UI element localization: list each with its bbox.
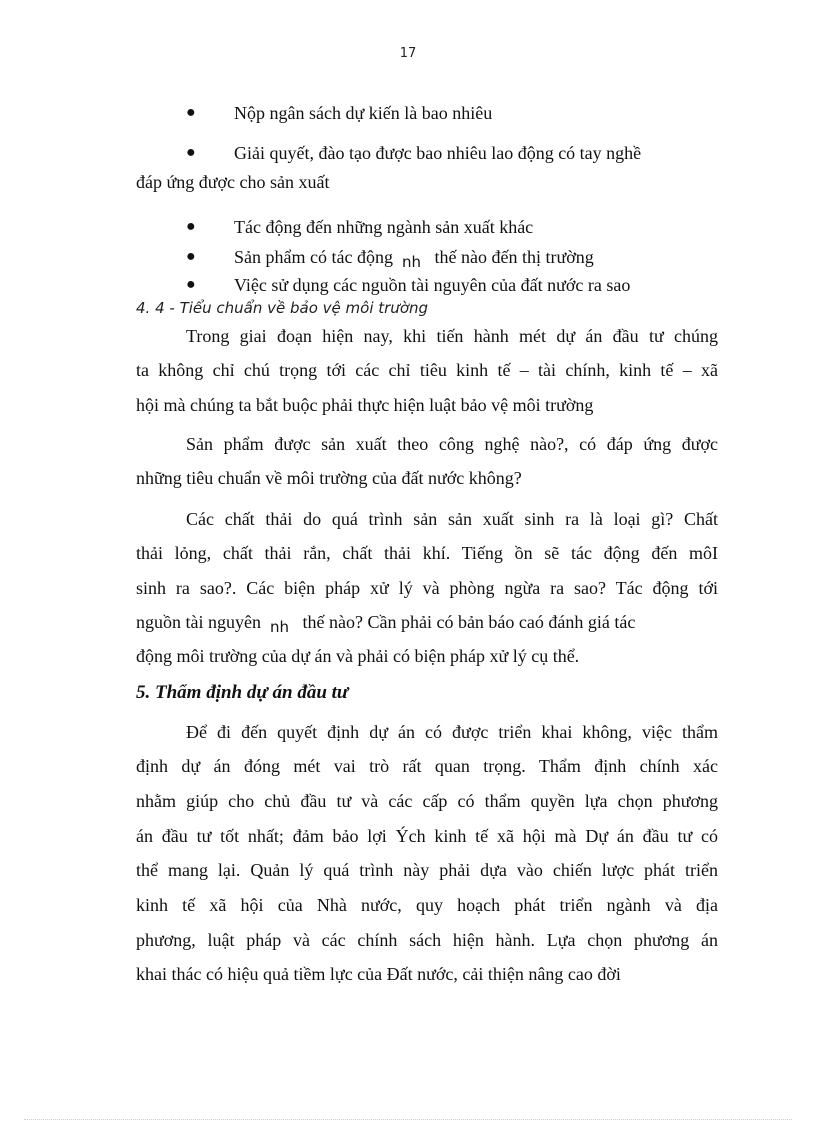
section-heading-5: 5. Thẩm định dự án đầu tư bbox=[136, 682, 349, 703]
list-item-continuation: đáp ứng được cho sản xuất bbox=[136, 172, 330, 192]
paragraph-line: ta không chỉ chú trọng tới các chỉ tiêu kinh tế – tài chính, kinh tế – xã bbox=[136, 360, 718, 380]
list-item-text: Nộp ngân sách dự kiến là bao nhiêu bbox=[234, 103, 493, 123]
paragraph-line: thải lỏng, chất thải rắn, chất thải khí. Tiếng ồn sẽ tác động đến môI bbox=[136, 543, 718, 563]
bullet-icon: ● bbox=[186, 248, 196, 265]
paragraph-line: phương, luật pháp và các chính sách hiện hành. Lựa chọn phương án bbox=[136, 930, 718, 950]
paragraph-line: khai thác có hiệu quả tiềm lực của Đất nước, cải thiện nâng cao đời bbox=[136, 964, 621, 984]
paragraph-line: thể mang lại. Quản lý quá trình này phải dựa vào chiến lược phát triển bbox=[136, 860, 718, 880]
bullet-icon: ● bbox=[186, 144, 196, 161]
list-item-text: Giải quyết, đào tạo được bao nhiêu lao động có tay nghề bbox=[234, 143, 642, 163]
paragraph-line: định dự án đóng mét vai trò rất quan trọng. Thẩm định chính xác bbox=[136, 756, 718, 776]
list-item-text-b: thế nào đến thị trường bbox=[434, 247, 594, 267]
list-item-text-a: Sản phẩm có tác động bbox=[234, 247, 393, 267]
paragraph-line: hội mà chúng ta bắt buộc phải thực hiện luật bảo vệ môi trường bbox=[136, 395, 594, 415]
paragraph-line: Sản phẩm được sản xuất theo công nghệ nào?, có đáp ứng được bbox=[186, 434, 718, 454]
paragraph-line: án đầu tư tốt nhất; đảm bảo lợi Ých kinh tế xã hội mà Dự án đầu tư có bbox=[136, 826, 718, 846]
paragraph-line: sinh ra sao?. Các biện pháp xử lý và phòng ngừa ra sao? Tác động tới bbox=[136, 578, 718, 598]
small-nh-text: nh bbox=[401, 253, 421, 271]
paragraph-line: động môi trường của dự án và phải có biện pháp xử lý cụ thể. bbox=[136, 646, 580, 666]
section-heading-4-4: 4. 4 - Tiểu chuẩn về bảo vệ môi trường bbox=[136, 299, 429, 317]
footer-divider bbox=[24, 1119, 792, 1120]
list-item-text: Việc sử dụng các nguồn tài nguyên của đất nước ra sao bbox=[234, 275, 631, 295]
paragraph-line: nhằm giúp cho chủ đầu tư và các cấp có thẩm quyền lựa chọn phương bbox=[136, 791, 718, 811]
paragraph-line: kinh tế xã hội của Nhà nước, quy hoạch phát triển ngành và địa bbox=[136, 895, 718, 915]
list-item-text: Tác động đến những ngành sản xuất khác bbox=[234, 217, 534, 237]
bullet-icon: ● bbox=[186, 218, 196, 235]
paragraph-text-a: nguồn tài nguyên bbox=[136, 612, 261, 632]
page-number: 17 bbox=[399, 46, 417, 61]
paragraph-line: Để đi đến quyết định dự án có được triển khai không, việc thẩm bbox=[186, 722, 718, 742]
small-nh-text: nh bbox=[269, 618, 289, 636]
paragraph-line: Các chất thải do quá trình sản sản xuất sinh ra là loại gì? Chất bbox=[186, 509, 718, 529]
bullet-icon: ● bbox=[186, 104, 196, 121]
paragraph-line bbox=[136, 612, 718, 636]
bullet-icon: ● bbox=[186, 276, 196, 293]
paragraph-text-b: thế nào? Cần phải có bản báo caó đánh giá tác bbox=[302, 612, 636, 632]
paragraph-line: Trong giai đoạn hiện nay, khi tiến hành mét dự án đầu tư chúng bbox=[186, 326, 718, 346]
paragraph-line: những tiêu chuẩn về môi trường của đất nước không? bbox=[136, 468, 522, 488]
